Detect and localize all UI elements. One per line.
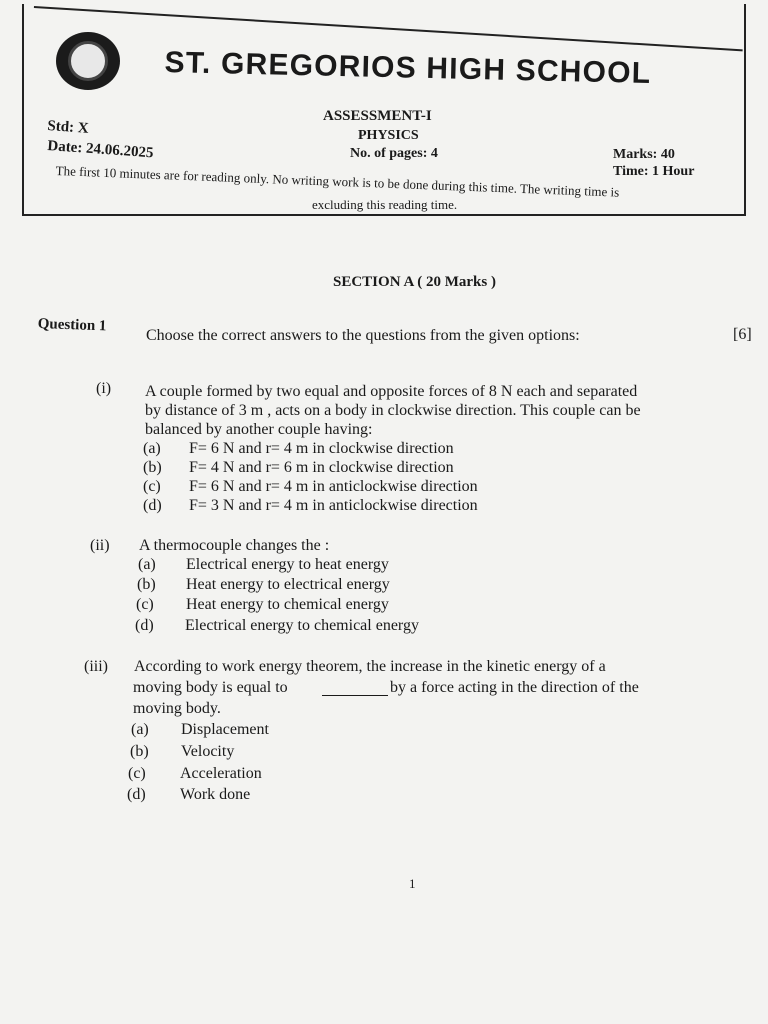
option-letter: (d) — [143, 497, 162, 514]
option-letter: (d) — [135, 617, 154, 634]
option-text: F= 6 N and r= 4 m in anticlockwise direction — [189, 478, 478, 495]
item-number: (i) — [96, 380, 112, 397]
option-text: Heat energy to electrical energy — [186, 576, 390, 593]
std-label: Std: X — [46, 118, 90, 137]
option-text: Heat energy to chemical energy — [186, 596, 389, 613]
item-line: A thermocouple changes the : — [139, 537, 330, 554]
item-number: (ii) — [90, 537, 110, 554]
item-line: balanced by another couple having: — [145, 421, 373, 438]
option-letter: (c) — [136, 596, 154, 613]
option-letter: (a) — [131, 721, 149, 738]
option-text: F= 3 N and r= 4 m in anticlockwise direction — [189, 497, 478, 514]
marks-label: Marks: 40 — [613, 147, 675, 162]
school-logo — [56, 32, 120, 90]
pages-label: No. of pages: 4 — [350, 146, 438, 161]
option-text: Velocity — [181, 743, 235, 760]
option-text: Work done — [180, 786, 251, 803]
notice-line-2: excluding this reading time. — [312, 197, 458, 212]
answer-blank — [322, 695, 388, 696]
question-marks: [6] — [733, 326, 752, 343]
option-letter: (b) — [137, 576, 156, 593]
option-letter: (c) — [143, 478, 161, 495]
option-text: F= 4 N and r= 6 m in clockwise direction — [189, 459, 454, 476]
crest-icon — [68, 41, 108, 81]
option-text: Electrical energy to chemical energy — [185, 617, 419, 634]
page-number: 1 — [409, 876, 416, 891]
option-letter: (a) — [138, 556, 156, 573]
question-label: Question 1 — [37, 316, 107, 335]
option-text: Acceleration — [180, 765, 262, 782]
section-heading: SECTION A ( 20 Marks ) — [333, 274, 496, 290]
item-number: (iii) — [84, 658, 108, 675]
option-text: Displacement — [181, 721, 269, 738]
option-letter: (b) — [143, 459, 162, 476]
question-text: Choose the correct answers to the questions from the given options: — [146, 327, 580, 344]
assessment-title: ASSESSMENT-I — [323, 108, 432, 124]
item-line: by distance of 3 m , acts on a body in clockwise direction. This couple can be — [145, 402, 641, 419]
option-text: F= 6 N and r= 4 m in clockwise direction — [189, 440, 454, 457]
item-line: moving body is equal to — [133, 679, 288, 696]
option-letter: (b) — [130, 743, 149, 760]
option-letter: (a) — [143, 440, 161, 457]
time-label: Time: 1 Hour — [613, 164, 695, 179]
item-line: by a force acting in the direction of the — [390, 679, 639, 696]
date-label: Date: 24.06.2025 — [46, 138, 154, 162]
option-letter: (c) — [128, 765, 146, 782]
notice-line-1: The first 10 minutes are for reading only. No writing work is to be done during this time. The writing time is — [55, 163, 620, 200]
option-letter: (d) — [127, 786, 146, 803]
item-line: According to work energy theorem, the increase in the kinetic energy of a — [134, 658, 606, 675]
option-text: Electrical energy to heat energy — [186, 556, 389, 573]
school-name: ST. GREGORIOS HIGH SCHOOL — [164, 46, 652, 91]
subject-title: PHYSICS — [358, 128, 419, 143]
item-line: A couple formed by two equal and opposite forces of 8 N each and separated — [145, 383, 638, 400]
item-line: moving body. — [133, 700, 221, 717]
